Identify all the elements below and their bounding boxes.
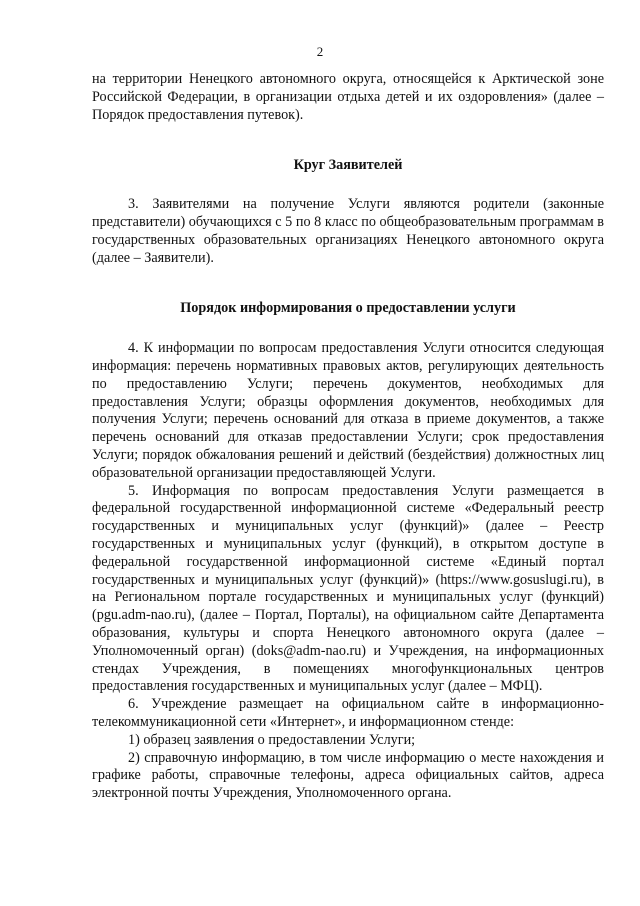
section-heading-information: Порядок информирования о предоставлении услуги [180, 300, 516, 317]
document-body [92, 71, 604, 803]
section-heading-applicants: Круг Заявителей [293, 157, 403, 174]
paragraph-6: 6. Учреждение размещает на официальном сайте в информационно-телекоммуникационной сети «Интернет», и информационном стенде: [92, 696, 604, 730]
intro-paragraph: на территории Ненецкого автономного округа, относящейся к Арктической зоне Российской Федерации, в организации отдыха детей и их оздоровления» (далее – Порядок предоставления путевок). [92, 71, 604, 123]
page-number: 2 [316, 44, 324, 59]
paragraph-5: 5. Информация по вопросам предоставления Услуги размещается в федеральной государственной информационной системе «Федеральный реестр государственных и муниципальных услуг (функций)» (далее – Реестр государственных и муниципальных услуг (функций), в открытом доступе в федеральной государственной информационной системе «Единый портал государственных и муниципальных услуг (функций)» (https://www.gosuslugi.ru), в на Региональном портале государственных и муниципальных услуг (функций) (pgu.adm-nao.ru), (далее – Портал, Порталы), на официальном сайте Департамента образования, культуры и спорта Ненецкого автономного округа (далее – Уполномоченный орган) (doks@adm-nao.ru) и Учреждения, на информационных стендах Учреждения, в помещениях многофункциональных центров предоставления государственных и муниципальных услуг (далее – МФЦ). [92, 482, 604, 695]
list-item-2: 2) справочную информацию, в том числе информацию о месте нахождения и графике работы, справочные телефоны, адреса официальных сайтов, адреса электронной почты Учреждения, Уполномоченного органа. [92, 749, 604, 802]
paragraph-4: 4. К информации по вопросам предоставления Услуги относится следующая информация: перечень нормативных правовых актов, регулирующих деятельность по предоставлению Услуги; перечень документов, необходимых для предоставления Услуги; образцы оформления документов, необходимых для получения Услуги; перечень оснований для отказа в приеме документов, а также перечень оснований для отказав предоставлении Услуги; срок предоставления Услуги; порядок обжалования решений и действий (бездействия) должностных лиц образовательной организации предоставляющей Услуги. [92, 340, 604, 481]
paragraph-3: 3. Заявителями на получение Услуги являются родители (законные представители) обучающихся с 5 по 8 класс по общеобразовательным программам в государственных образовательных организациях Ненецкого автономного округа (далее – Заявители). [92, 196, 604, 266]
list-item-1: 1) образец заявления о предоставлении Услуги; [128, 731, 416, 748]
